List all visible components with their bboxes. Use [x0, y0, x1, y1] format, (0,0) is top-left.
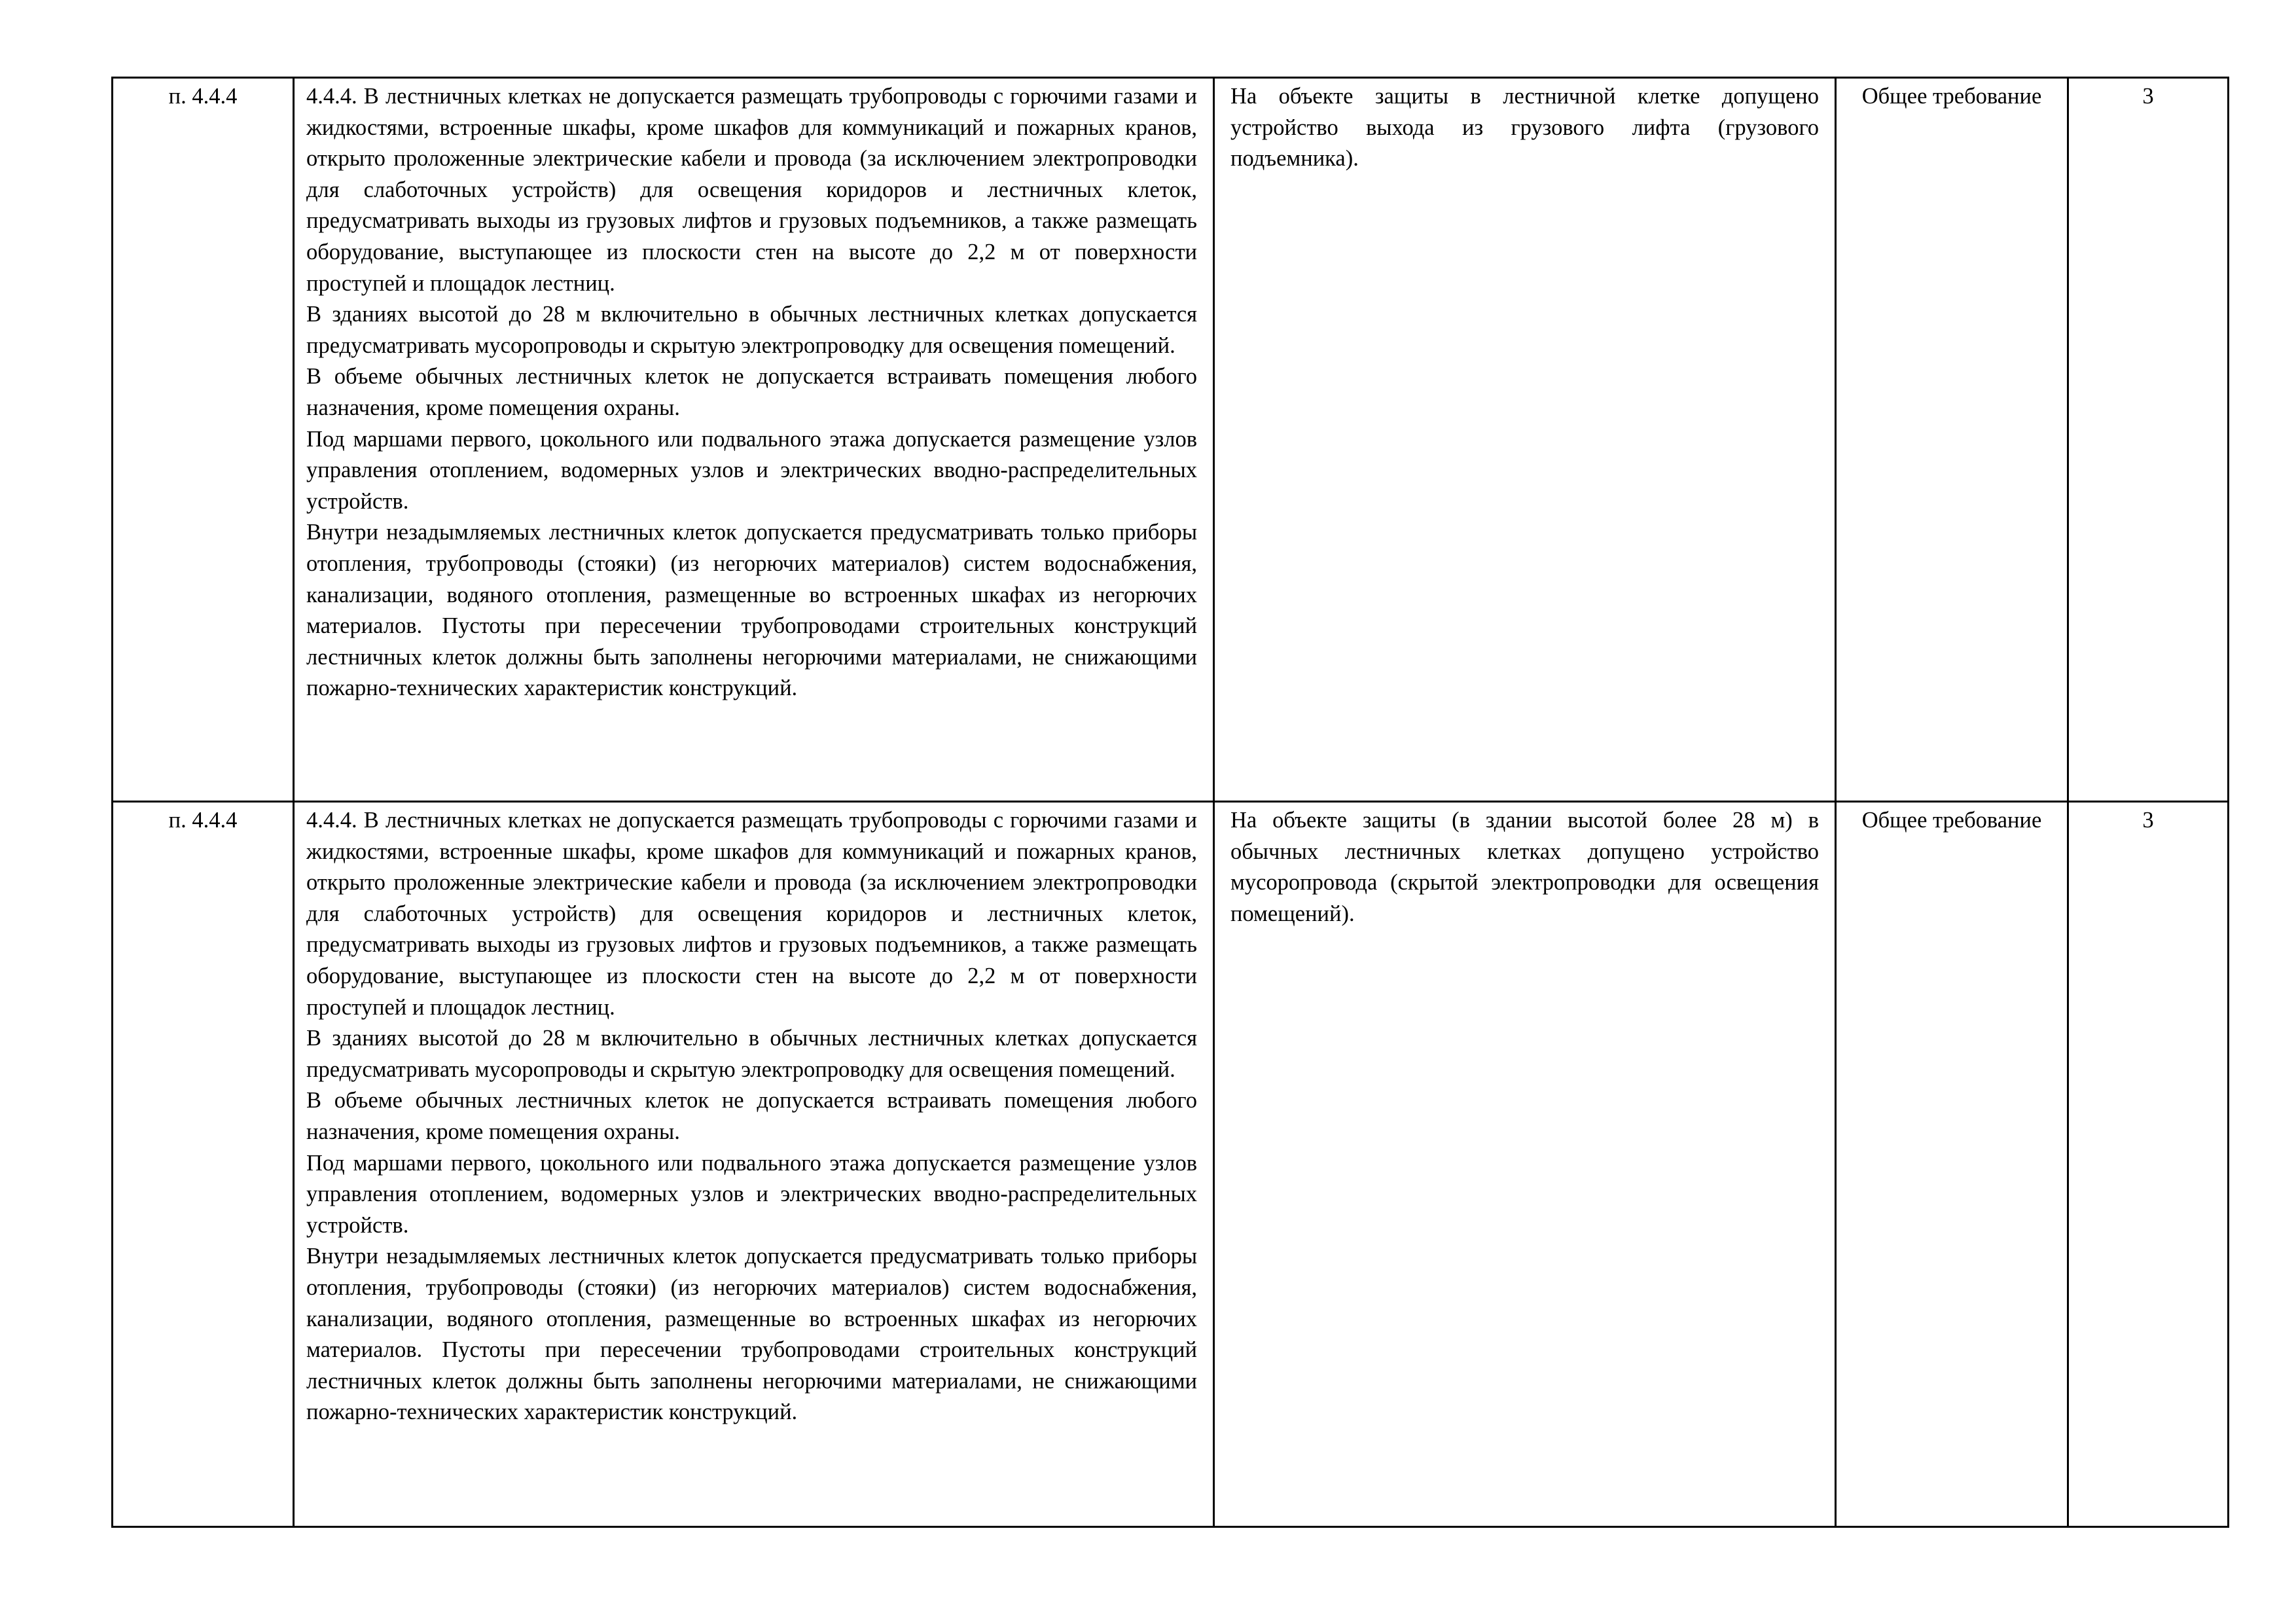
requirement-paragraph: Внутри незадымляемых лестничных клеток допускается предусматривать только приборы отопления, трубопроводы (стояки) (из негорючих материалов) систем водоснабжения, канализации, водяного отопления, размещенные во встроенных шкафах из негорючих материалов. Пустоты при пересечении трубопроводами строительных конструкций лестничных клеток должны быть заполнены негорючими материалами, не снижающими пожарно-технических характеристик конструкций.: [306, 520, 1197, 701]
count-cell: 3: [2068, 802, 2229, 1527]
requirement-text-cell: [294, 802, 1214, 1527]
requirement-type-cell: Общее требование: [1836, 802, 2068, 1527]
requirement-paragraph: В зданиях высотой до 28 м включительно в обычных лестничных клетках допускается предусматривать мусоропроводы и скрытую электропроводку для освещения помещений.: [306, 1026, 1197, 1082]
requirement-paragraph: 4.4.4. В лестничных клетках не допускается размещать трубопроводы с горючими газами и жидкостями, встроенные шкафы, кроме шкафов для коммуникаций и пожарных кранов, открыто проложенные электрические кабели и провода (за исключением электропроводки для слаботочных устройств) для освещения коридоров и лестничных клеток, предусматривать выходы из грузовых лифтов и грузовых подъемников, а также размещать оборудование, выступающее из плоскости стен на высоте до 2,2 м от поверхности проступей и площадок лестниц.: [306, 808, 1197, 1020]
requirement-paragraph: 4.4.4. В лестничных клетках не допускается размещать трубопроводы с горючими газами и жидкостями, встроенные шкафы, кроме шкафов для коммуникаций и пожарных кранов, открыто проложенные электрические кабели и провода (за исключением электропроводки для слаботочных устройств) для освещения коридоров и лестничных клеток, предусматривать выходы из грузовых лифтов и грузовых подъемников, а также размещать оборудование, выступающее из плоскости стен на высоте до 2,2 м от поверхности проступей и площадок лестниц.: [306, 84, 1197, 296]
count-cell: 3: [2068, 78, 2229, 802]
requirement-text-cell: [294, 78, 1214, 802]
requirements-table: [111, 77, 2229, 1528]
violation-cell: На объекте защиты в лестничной клетке допущено устройство выхода из грузового лифта (грузового подъемника).: [1214, 78, 1836, 802]
requirement-paragraph: Под маршами первого, цокольного или подвального этажа допускается размещение узлов управления отоплением, водомерных узлов и электрических вводно-распределительных устройств.: [306, 426, 1197, 514]
requirement-paragraph: В зданиях высотой до 28 м включительно в обычных лестничных клетках допускается предусматривать мусоропроводы и скрытую электропроводку для освещения помещений.: [306, 302, 1197, 358]
violation-cell: На объекте защиты (в здании высотой более 28 м) в обычных лестничных клетках допущено устройство мусоропровода (скрытой электропроводки для освещения помещений).: [1214, 802, 1836, 1527]
table-row: [113, 802, 2229, 1527]
requirement-paragraph: В объеме обычных лестничных клеток не допускается встраивать помещения любого назначения, кроме помещения охраны.: [306, 1088, 1197, 1144]
requirement-paragraph: В объеме обычных лестничных клеток не допускается встраивать помещения любого назначения, кроме помещения охраны.: [306, 364, 1197, 420]
clause-cell: п. 4.4.4: [113, 78, 294, 802]
clause-cell: п. 4.4.4: [113, 802, 294, 1527]
requirement-paragraph: Под маршами первого, цокольного или подвального этажа допускается размещение узлов управления отоплением, водомерных узлов и электрических вводно-распределительных устройств.: [306, 1150, 1197, 1238]
requirement-type-cell: Общее требование: [1836, 78, 2068, 802]
requirement-paragraph: Внутри незадымляемых лестничных клеток допускается предусматривать только приборы отопления, трубопроводы (стояки) (из негорючих материалов) систем водоснабжения, канализации, водяного отопления, размещенные во встроенных шкафах из негорючих материалов. Пустоты при пересечении трубопроводами строительных конструкций лестничных клеток должны быть заполнены негорючими материалами, не снижающими пожарно-технических характеристик конструкций.: [306, 1244, 1197, 1425]
table-row: [113, 78, 2229, 802]
